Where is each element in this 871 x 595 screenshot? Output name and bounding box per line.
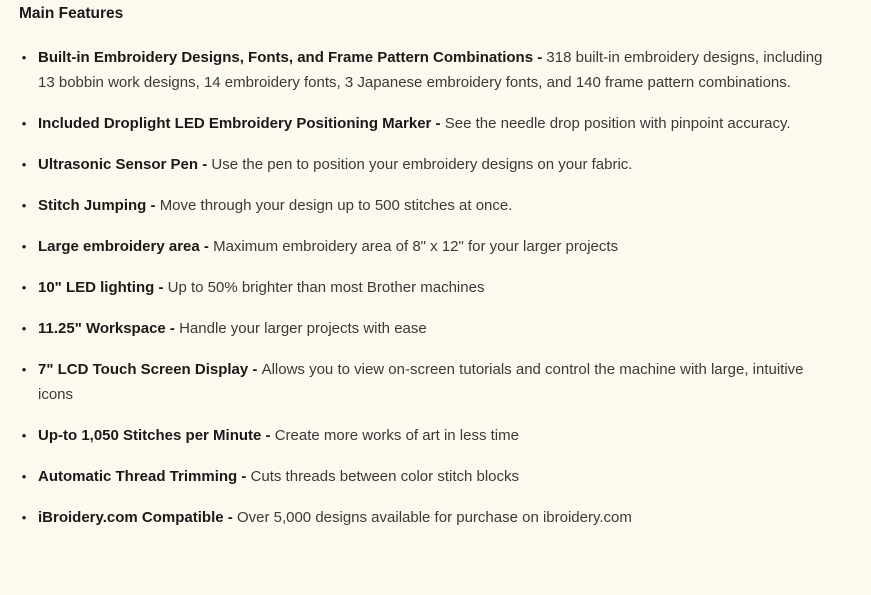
feature-separator: - xyxy=(150,197,160,214)
feature-description: Create more works of art in less time xyxy=(274,427,519,444)
bullet-icon: • xyxy=(21,510,27,525)
feature-name: Built-in Embroidery Designs, Fonts, and Frame Pattern Combinations xyxy=(38,49,534,66)
feature-item xyxy=(19,316,835,341)
feature-separator: - xyxy=(537,49,547,66)
feature-name: Stitch Jumping xyxy=(38,197,147,214)
feature-separator: - xyxy=(203,238,214,255)
feature-description: Maximum embroidery area of 8" x 12" for your larger projects xyxy=(213,238,619,255)
feature-item xyxy=(19,234,835,259)
feature-name: Included Droplight LED Embroidery Positioning Marker xyxy=(38,115,432,132)
bullet-icon: • xyxy=(21,321,27,336)
feature-name: 7" LCD Touch Screen Display xyxy=(38,361,249,378)
feature-item xyxy=(19,275,835,300)
feature-separator: - xyxy=(202,156,212,173)
bullet-icon: • xyxy=(21,198,27,213)
feature-description: 318 built-in embroidery designs, including 13 bobbin work designs, 14 embroidery fonts, 3 Japanese embroidery fonts, and 140 frame pattern combinations. xyxy=(38,49,823,91)
feature-item xyxy=(19,193,835,218)
bullet-icon: • xyxy=(21,239,27,254)
feature-description: Handle your larger projects with ease xyxy=(179,320,427,337)
bullet-icon: • xyxy=(21,362,27,377)
feature-description: Over 5,000 designs available for purchase on ibroidery.com xyxy=(236,509,632,526)
feature-name: iBroidery.com Compatible xyxy=(38,509,224,526)
feature-separator: - xyxy=(158,279,168,296)
feature-separator: - xyxy=(435,115,445,132)
section-heading: Main Features xyxy=(19,5,124,22)
bullet-icon: • xyxy=(21,280,27,295)
feature-item xyxy=(19,423,835,448)
feature-separator: - xyxy=(241,468,251,485)
feature-name: 10" LED lighting xyxy=(38,279,155,296)
feature-description: Up to 50% brighter than most Brother machines xyxy=(167,279,485,296)
feature-item xyxy=(19,111,835,136)
feature-list xyxy=(19,45,871,530)
feature-item xyxy=(19,152,835,177)
feature-name: Automatic Thread Trimming xyxy=(38,468,238,485)
feature-item xyxy=(19,357,835,407)
feature-item xyxy=(19,464,835,489)
bullet-icon: • xyxy=(21,469,27,484)
bullet-icon: • xyxy=(21,157,27,172)
feature-description: Cuts threads between color stitch blocks xyxy=(250,468,520,485)
feature-item xyxy=(19,45,835,95)
feature-description: Allows you to view on-screen tutorials and control the machine with large, intuitive icons xyxy=(38,361,804,403)
feature-description: Use the pen to position your embroidery designs on your fabric. xyxy=(211,156,633,173)
feature-separator: - xyxy=(169,320,180,337)
feature-separator: - xyxy=(265,427,275,444)
feature-description: Move through your design up to 500 stitches at once. xyxy=(159,197,513,214)
feature-name: Ultrasonic Sensor Pen xyxy=(38,156,199,173)
feature-separator: - xyxy=(252,361,262,378)
feature-name: 11.25" Workspace xyxy=(38,320,166,337)
bullet-icon: • xyxy=(21,116,27,131)
bullet-icon: • xyxy=(21,50,27,65)
feature-item xyxy=(19,505,835,530)
feature-name: Large embroidery area xyxy=(38,238,200,255)
feature-description: See the needle drop position with pinpoint accuracy. xyxy=(444,115,791,132)
feature-separator: - xyxy=(227,509,237,526)
feature-name: Up-to 1,050 Stitches per Minute xyxy=(38,427,262,444)
bullet-icon: • xyxy=(21,428,27,443)
